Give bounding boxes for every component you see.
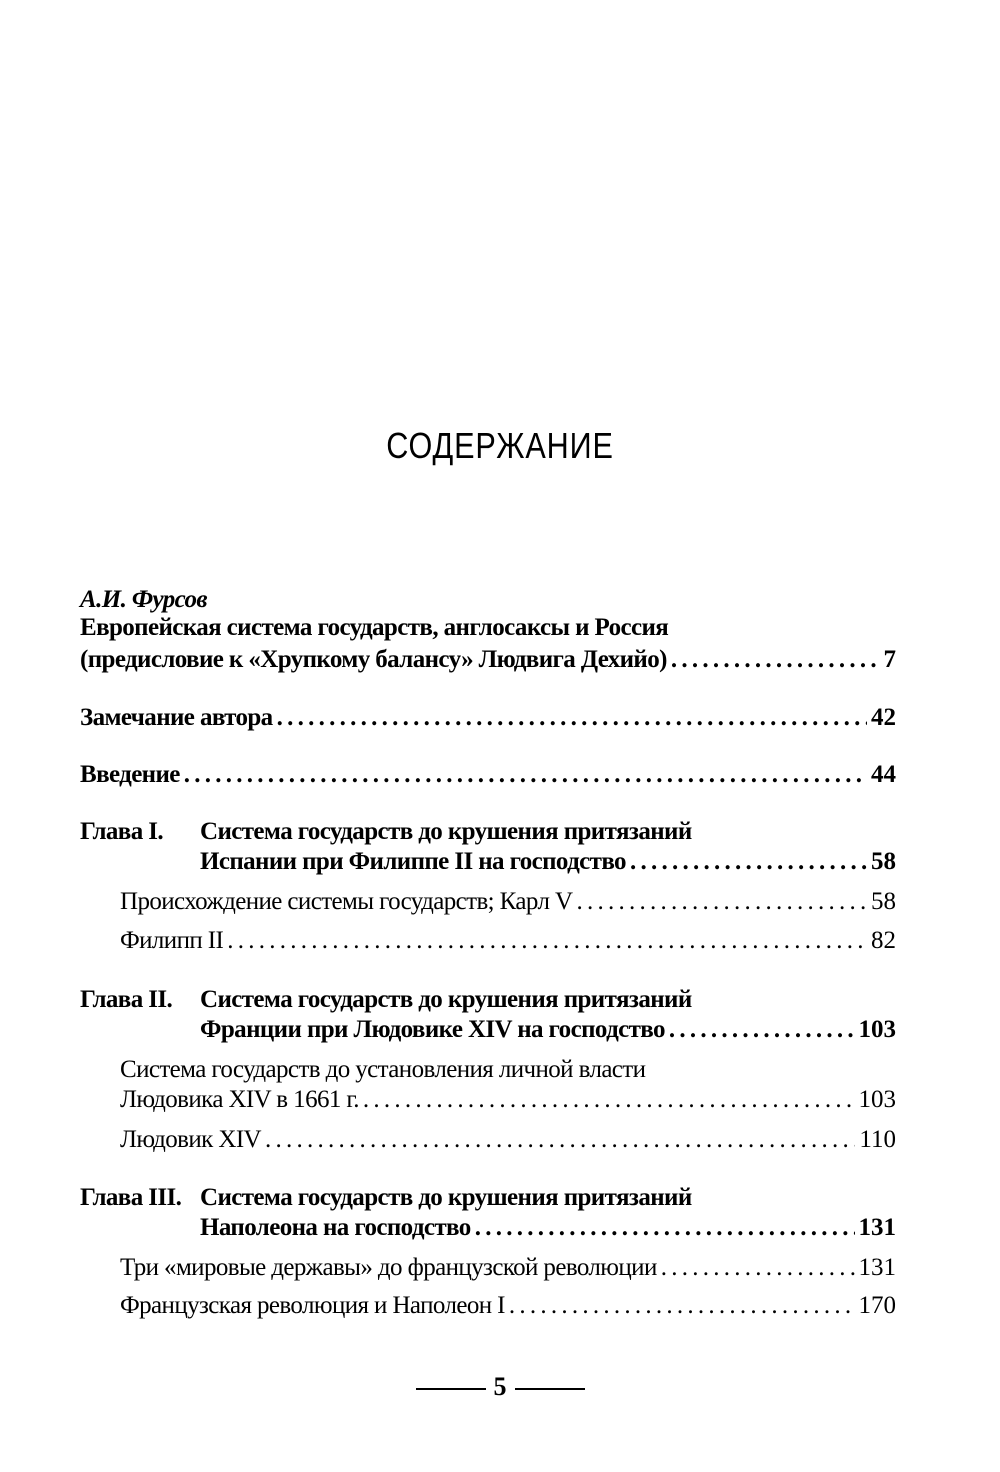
dot-leader: [630, 847, 867, 877]
chapter-1-heading: [80, 817, 896, 847]
entry-text: Глава II.: [80, 986, 173, 1013]
dot-leader: [227, 926, 867, 956]
dot-leader: [475, 1213, 855, 1243]
dot-leader: [363, 1085, 855, 1115]
toc-entry-sub[interactable]: [120, 1253, 896, 1283]
toc-entry-chapter-2[interactable]: [200, 1015, 896, 1045]
page-ref: 103: [858, 1086, 896, 1113]
entry-text: Глава I.: [80, 818, 164, 845]
entry-text: (предисловие к «Хрупкому балансу» Людвига Дехийо): [80, 646, 667, 673]
entry-text: Франции при Людовике XIV на господство: [200, 1016, 665, 1043]
dot-leader: [576, 887, 867, 917]
page-ref: 42: [871, 704, 896, 731]
toc-entry-sub[interactable]: [120, 1085, 896, 1115]
toc-entry-foreword[interactable]: [80, 645, 896, 675]
toc-entry-chapter-3[interactable]: [200, 1213, 896, 1243]
toc-entry-sub[interactable]: [120, 887, 896, 917]
entry-text: Наполеона на господство: [200, 1214, 471, 1241]
toc-entry-sub[interactable]: [120, 926, 896, 956]
entry-text: Французская революция и Наполеон I: [120, 1292, 505, 1319]
page-ref: 110: [859, 1126, 896, 1153]
entry-text: Людовик XIV: [120, 1126, 261, 1153]
page-footer: [0, 1372, 1000, 1402]
entry-text: Система государств до установления личной власти: [120, 1056, 646, 1083]
foreword-title-line1: [80, 613, 896, 643]
dot-leader: [661, 1253, 855, 1283]
dot-leader: [669, 1015, 855, 1045]
page-ref: 131: [858, 1254, 896, 1281]
foreword-author: [80, 585, 896, 615]
divider: [515, 1388, 585, 1390]
page-ref: 170: [858, 1292, 896, 1319]
entry-text: Введение: [80, 761, 180, 788]
entry-text: Испании при Филиппе II на господство: [200, 848, 626, 875]
page-ref: 44: [871, 761, 896, 788]
divider: [416, 1388, 486, 1390]
entry-text: Глава III. Система государств до крушения притязаний: [80, 1184, 692, 1211]
entry-text: Глава III.: [80, 1184, 182, 1211]
entry-text: Европейская система государств, англосаксы и Россия: [80, 614, 669, 641]
page-ref: 58: [871, 848, 896, 875]
dot-leader: [509, 1291, 855, 1321]
page-title: СОДЕРЖАНИЕ: [386, 425, 614, 466]
dot-leader: [671, 645, 880, 675]
dot-leader: [265, 1125, 855, 1155]
page-ref: 103: [858, 1016, 896, 1043]
page-ref: 131: [858, 1214, 896, 1241]
toc-entry-intro[interactable]: [80, 760, 896, 790]
chapter-2-heading: [80, 985, 896, 1015]
entry-text: Филипп II: [120, 927, 224, 954]
toc-entry-sub-line1: [120, 1055, 896, 1085]
toc-entry-note[interactable]: [80, 703, 896, 733]
entry-text: Людовика XIV в 1661 г.: [120, 1086, 359, 1113]
entry-text: Замечание автора: [80, 704, 273, 731]
toc-entry-chapter-1[interactable]: [200, 847, 896, 877]
entry-text: Три «мировые державы» до французской революции: [120, 1254, 657, 1281]
toc-entry-sub[interactable]: [120, 1291, 896, 1321]
entry-text: Глава I. Система государств до крушения притязаний: [80, 818, 692, 845]
page-ref: 58: [871, 888, 896, 915]
entry-text: Глава II. Система государств до крушения притязаний: [80, 986, 692, 1013]
entry-text: Происхождение системы государств; Карл V: [120, 888, 573, 915]
dot-leader: [184, 760, 867, 790]
page-ref: 82: [871, 927, 896, 954]
page-ref: 7: [883, 646, 896, 673]
dot-leader: [277, 703, 867, 733]
entry-text: А.И. Фурсов: [80, 586, 207, 613]
page-number: 5: [493, 1372, 507, 1401]
chapter-3-heading: [80, 1183, 896, 1213]
toc-entry-sub[interactable]: [120, 1125, 896, 1155]
